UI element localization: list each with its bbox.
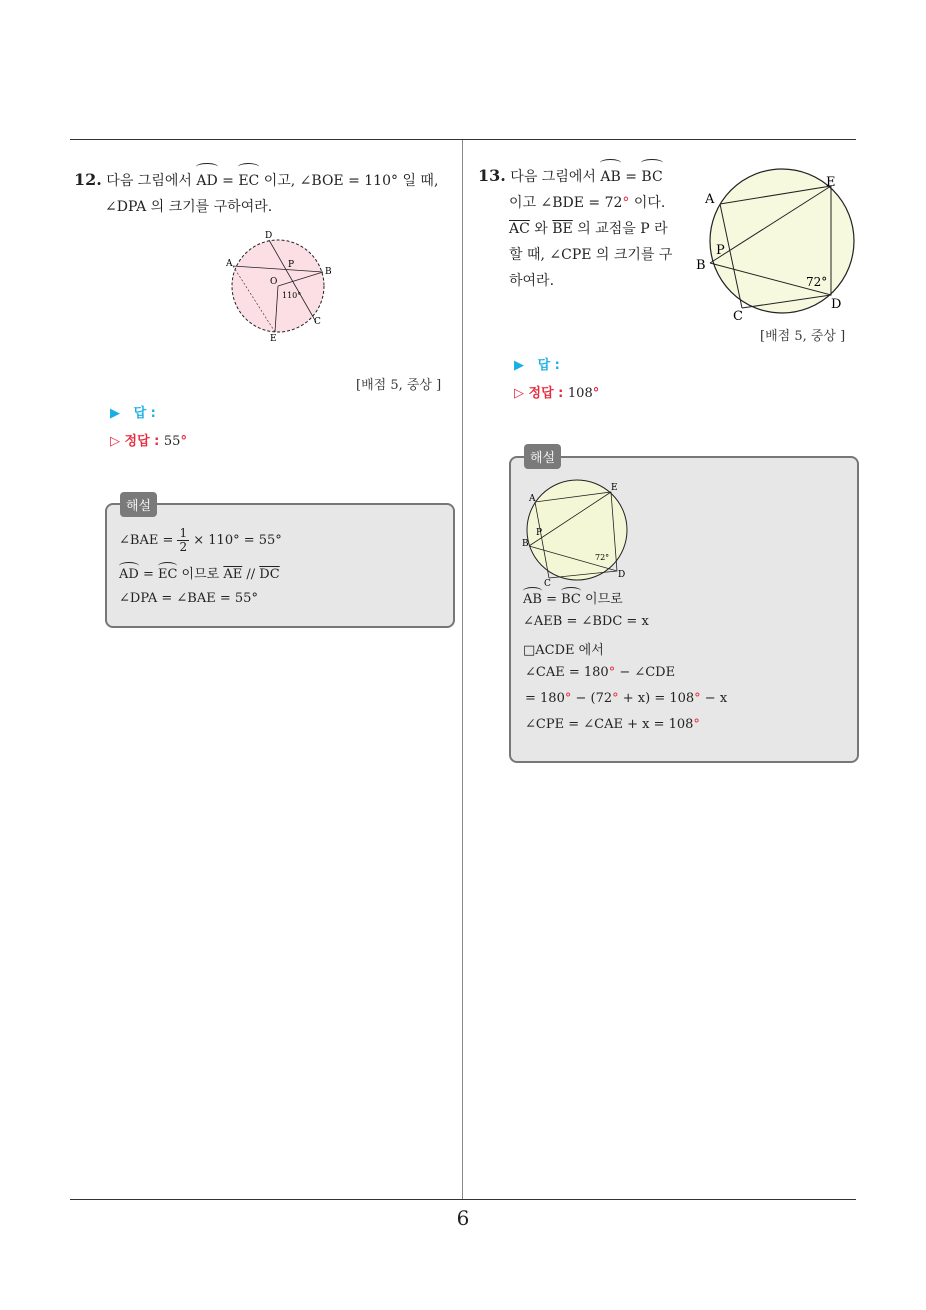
label-p: P <box>716 243 725 258</box>
question-13-solution-box <box>509 456 859 763</box>
bottom-rule <box>70 1199 856 1200</box>
answer-label: 답 : <box>537 358 560 373</box>
correct-label: 정답 : <box>124 434 160 449</box>
arc-ad: AD <box>196 166 217 194</box>
question-12-solution-box <box>105 503 455 628</box>
label-angle-110: 110° <box>282 291 302 300</box>
label-c: C <box>733 309 743 324</box>
question-12 <box>74 166 458 220</box>
label-p: P <box>288 260 295 270</box>
label-o: O <box>270 277 278 287</box>
solution-13-line6: ∠CPE = ∠CAE + x = 108° <box>525 717 700 732</box>
solution-13-figure <box>519 478 631 590</box>
question-13-score: [배점 5, 중상 ] <box>760 329 846 344</box>
question-12-line2: ∠DPA 의 크기를 구하여라. <box>105 199 273 215</box>
sol-label-e: E <box>611 483 618 493</box>
question-13 <box>478 162 678 294</box>
correct-arrow-icon: ▷ <box>110 434 120 449</box>
answer-arrow-icon: ▶ <box>514 358 524 373</box>
sol-label-a: A <box>529 494 536 504</box>
question-13-line1: 13. 다음 그림에서 AB = BC <box>478 162 678 190</box>
sol-label-p: P <box>536 528 543 538</box>
sol-label-angle: 72° <box>595 553 610 562</box>
label-b: B <box>325 267 332 277</box>
solution-13-line3: □ACDE 에서 <box>523 643 604 658</box>
column-divider <box>462 140 463 1200</box>
question-13-answer-row <box>514 354 560 373</box>
solution-12-line2: AD = EC 이므로 $\overline{AE} // \overline{DC}$ <box>119 567 280 582</box>
question-12-number: 12. <box>74 170 102 189</box>
label-d: D <box>265 231 273 241</box>
question-13-figure <box>692 164 862 324</box>
correct-value: 55 <box>163 434 181 449</box>
label-e: E <box>826 175 836 190</box>
solution-12-line1: ∠BAE = $\frac{1}{2}$ × 110° = 55° <box>119 526 282 554</box>
sol-label-c: C <box>544 579 551 589</box>
solution-13-line2: ∠AEB = ∠BDC = x <box>523 614 649 629</box>
question-13-line5: 하여라. <box>509 273 555 289</box>
solution-12-tag: 해설 <box>120 492 157 517</box>
solution-13-line1: AB = BC 이므로 <box>523 592 623 607</box>
page-number: 6 <box>456 1206 470 1230</box>
correct-label: 정답 : <box>528 386 564 401</box>
question-13-line3: $\overline{AC}$ 와 $\overline{BE}$ 의 교점을 P 라 <box>509 221 668 237</box>
solution-13-line5: = 180° − (72° + x) = 108° − x <box>525 691 728 706</box>
label-d: D <box>831 297 842 312</box>
circle-13 <box>710 169 854 313</box>
correct-arrow-icon: ▷ <box>514 386 524 401</box>
correct-value: 108 <box>567 386 593 401</box>
question-12-score: [배점 5, 중상 ] <box>356 378 442 393</box>
question-12-answer-row <box>110 402 156 421</box>
label-b: B <box>696 258 706 273</box>
answer-arrow-icon: ▶ <box>110 406 120 421</box>
sol-label-d: D <box>618 570 626 580</box>
question-13-correct-row: ▷ 정답 : 108° <box>514 386 600 401</box>
label-c: C <box>314 317 321 327</box>
label-angle-72: 72° <box>806 275 828 289</box>
solution-13-line4: ∠CAE = 180° − ∠CDE <box>525 665 676 680</box>
question-13-line4: 할 때, ∠CPE 의 크기를 구 <box>509 247 673 263</box>
solution-13-tag: 해설 <box>524 444 561 469</box>
label-e: E <box>270 334 277 344</box>
question-13-number: 13. <box>478 166 506 185</box>
label-a: A <box>705 192 715 207</box>
sol-label-b: B <box>522 539 529 549</box>
question-12-figure <box>220 228 340 348</box>
fraction-one-half: $\frac{1}{2}$ <box>179 526 188 554</box>
question-13-line2: 이고 ∠BDE = 72° 이다. <box>509 195 666 211</box>
arc-ec: EC <box>238 166 259 194</box>
top-rule <box>70 139 856 140</box>
answer-label: 답 : <box>133 406 156 421</box>
question-12-line1: 12. 다음 그림에서 AD = EC 이고, ∠BOE = 110° 일 때, <box>74 166 458 194</box>
solution-12-line3: ∠DPA = ∠BAE = 55° <box>119 591 258 606</box>
label-a: A <box>226 259 233 269</box>
question-12-correct-row: ▷ 정답 : 55° <box>110 434 187 449</box>
